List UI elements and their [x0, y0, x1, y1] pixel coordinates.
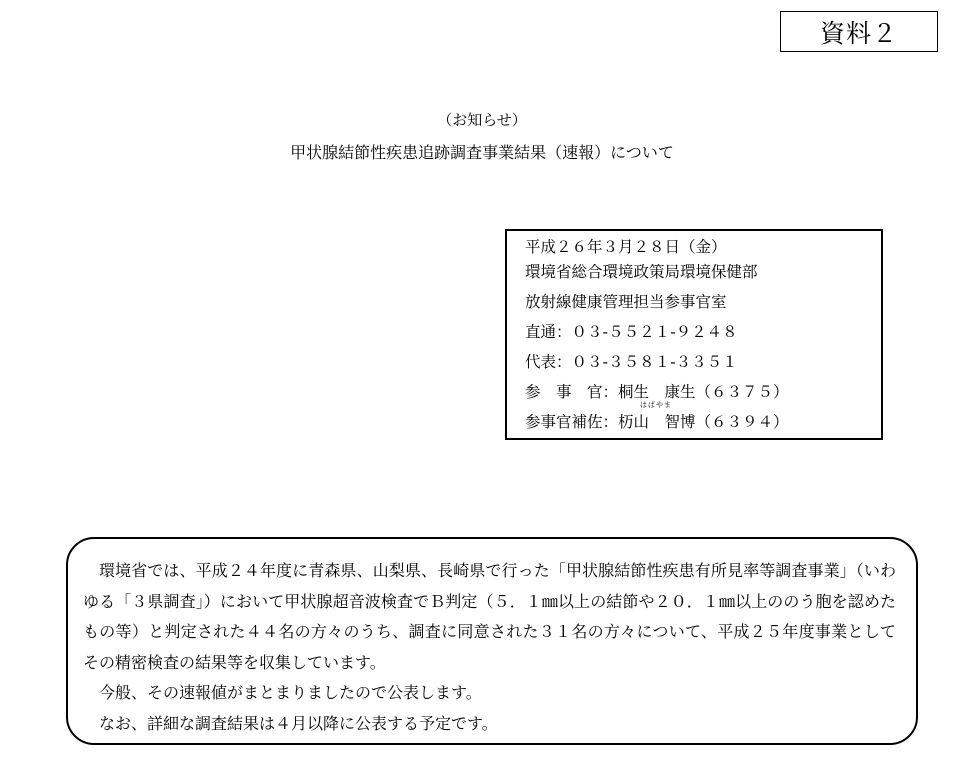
- assistant-contact-line: [525, 401, 881, 432]
- summary-paragraph-1: 環境省では、平成２４年度に青森県、山梨県、長崎県で行った「甲状腺結節性疾患有所見率等調査事業」（いわゆる「３県調査」）において甲状腺超音波検査でＢ判定（５．１㎜以上の結節や２０．１㎜以上ののう胞を認めたもの等）と判定された４４名の方々のうち、調査に同意された３１名の方々について、平成２５年度事業としてその精密検査の結果等を収集しています。: [83, 561, 896, 672]
- assistant-contact: 参事官補佐：杤山 智博（６３９４）: [525, 413, 789, 431]
- summary-paragraph-2: 今般、その速報値がまとまりましたので公表します。: [99, 683, 482, 702]
- main-phone: 代表：０３-３５８１-３３５１: [525, 353, 738, 371]
- summary-box: [66, 537, 918, 745]
- name-reading-ruby: はばやま: [640, 401, 672, 409]
- office: 放射線健康管理担当参事官室: [525, 293, 727, 311]
- department: 環境省総合環境政策局環境保健部: [525, 263, 758, 281]
- document-title: 甲状腺結節性疾患追跡調査事業結果（速報）について: [290, 143, 674, 162]
- counselor-contact: 参 事 官：桐生 康生（６３７５）: [525, 383, 789, 401]
- notice-tag: （お知らせ）: [437, 111, 527, 129]
- direct-phone: 直通：０３-５５２１-９２４８: [525, 323, 738, 341]
- document-label: 資料２: [780, 11, 938, 52]
- contact-info-box: [505, 229, 883, 440]
- summary-paragraph-3: なお、詳細な調査結果は４月以降に公表する予定です。: [99, 713, 498, 733]
- release-date: 平成２６年３月２８日（金）: [525, 238, 727, 256]
